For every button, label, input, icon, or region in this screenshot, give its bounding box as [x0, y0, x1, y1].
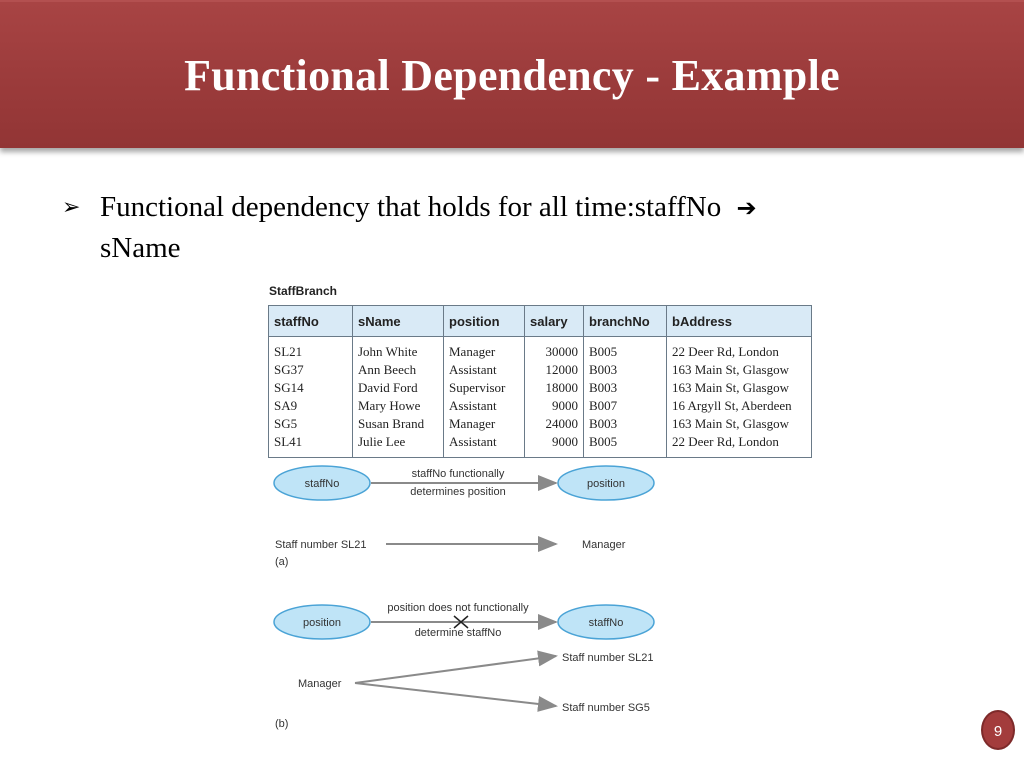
- table-cell: SL21: [269, 337, 353, 362]
- table-caption: StaffBranch: [269, 284, 338, 298]
- functional-dependency-diagram: [260, 455, 690, 735]
- staff-branch-table: [268, 305, 812, 458]
- table-row: [269, 397, 812, 415]
- column-header-baddress: bAddress: [667, 306, 812, 337]
- arrow-label-top-b: position does not functionally: [387, 602, 529, 614]
- example-manager-label: Manager: [298, 678, 342, 690]
- table-cell: 163 Main St, Glasgow: [667, 415, 812, 433]
- page-number-badge: 9: [981, 710, 1015, 750]
- table-cell: SL41: [269, 433, 353, 458]
- staffno-node-b-label: staffNo: [588, 617, 624, 629]
- table-cell: Mary Howe: [353, 397, 444, 415]
- table-cell: 9000: [525, 433, 584, 458]
- table-cell: 22 Deer Rd, London: [667, 337, 812, 362]
- table-cell: Manager: [444, 337, 525, 362]
- table-cell: B003: [584, 379, 667, 397]
- table-header-row: [269, 306, 812, 337]
- arrow-label-bottom-b: determine staffNo: [414, 627, 502, 639]
- table-row: [269, 433, 812, 458]
- table-cell: 18000: [525, 379, 584, 397]
- column-header-position: position: [444, 306, 525, 337]
- arrow-label-top: staffNo functionally: [411, 468, 505, 480]
- table-cell: SG37: [269, 361, 353, 379]
- table-cell: 12000: [525, 361, 584, 379]
- figure-label-a: (a): [275, 556, 289, 568]
- table-cell: 24000: [525, 415, 584, 433]
- table-cell: David Ford: [353, 379, 444, 397]
- table-cell: B007: [584, 397, 667, 415]
- arrow-label-bottom: determines position: [410, 486, 506, 498]
- table-cell: Assistant: [444, 433, 525, 458]
- table-row: [269, 337, 812, 362]
- table-cell: 16 Argyll St, Aberdeen: [667, 397, 812, 415]
- column-header-staffno: staffNo: [269, 306, 353, 337]
- column-header-salary: salary: [525, 306, 584, 337]
- table-cell: Assistant: [444, 361, 525, 379]
- column-header-branchno: branchNo: [584, 306, 667, 337]
- bullet-text: [100, 187, 900, 268]
- title-bar: [0, 0, 1024, 148]
- table-row: [269, 379, 812, 397]
- table-cell: 163 Main St, Glasgow: [667, 361, 812, 379]
- arrow-bullet-icon: ➢: [62, 194, 81, 219]
- table-cell: Susan Brand: [353, 415, 444, 433]
- bullet-main-text: Functional dependency that holds for all time:staffNo: [100, 191, 722, 223]
- figure-label-b: (b): [275, 718, 289, 730]
- position-node-label: position: [587, 478, 625, 490]
- example-arrow-b1: [355, 656, 556, 683]
- table-cell: Manager: [444, 415, 525, 433]
- table-cell: Julie Lee: [353, 433, 444, 458]
- column-header-sname: sName: [353, 306, 444, 337]
- staffno-node-label: staffNo: [304, 478, 340, 490]
- table-cell: Assistant: [444, 397, 525, 415]
- table-cell: SG5: [269, 415, 353, 433]
- table-cell: SG14: [269, 379, 353, 397]
- table-cell: B005: [584, 433, 667, 458]
- example-right-label: Manager: [582, 539, 626, 551]
- table-cell: Supervisor: [444, 379, 525, 397]
- table-cell: Ann Beech: [353, 361, 444, 379]
- table-cell: B003: [584, 415, 667, 433]
- table-cell: B003: [584, 361, 667, 379]
- table-cell: 163 Main St, Glasgow: [667, 379, 812, 397]
- example-right-label-b2: Staff number SG5: [562, 702, 650, 714]
- bullet-continuation-text: sName: [100, 232, 181, 264]
- example-arrow-b2: [355, 683, 556, 706]
- position-node-b-label: position: [303, 617, 341, 629]
- table-cell: SA9: [269, 397, 353, 415]
- table-cell: 9000: [525, 397, 584, 415]
- right-arrow-icon: ➔: [736, 194, 757, 222]
- table-cell: 22 Deer Rd, London: [667, 433, 812, 458]
- table-row: [269, 415, 812, 433]
- table-cell: John White: [353, 337, 444, 362]
- example-right-label-b1: Staff number SL21: [562, 652, 654, 664]
- table-row: [269, 361, 812, 379]
- table-cell: 30000: [525, 337, 584, 362]
- table-cell: B005: [584, 337, 667, 362]
- slide-title: Functional Dependency - Example: [184, 51, 840, 100]
- example-left-label: Staff number SL21: [275, 539, 367, 551]
